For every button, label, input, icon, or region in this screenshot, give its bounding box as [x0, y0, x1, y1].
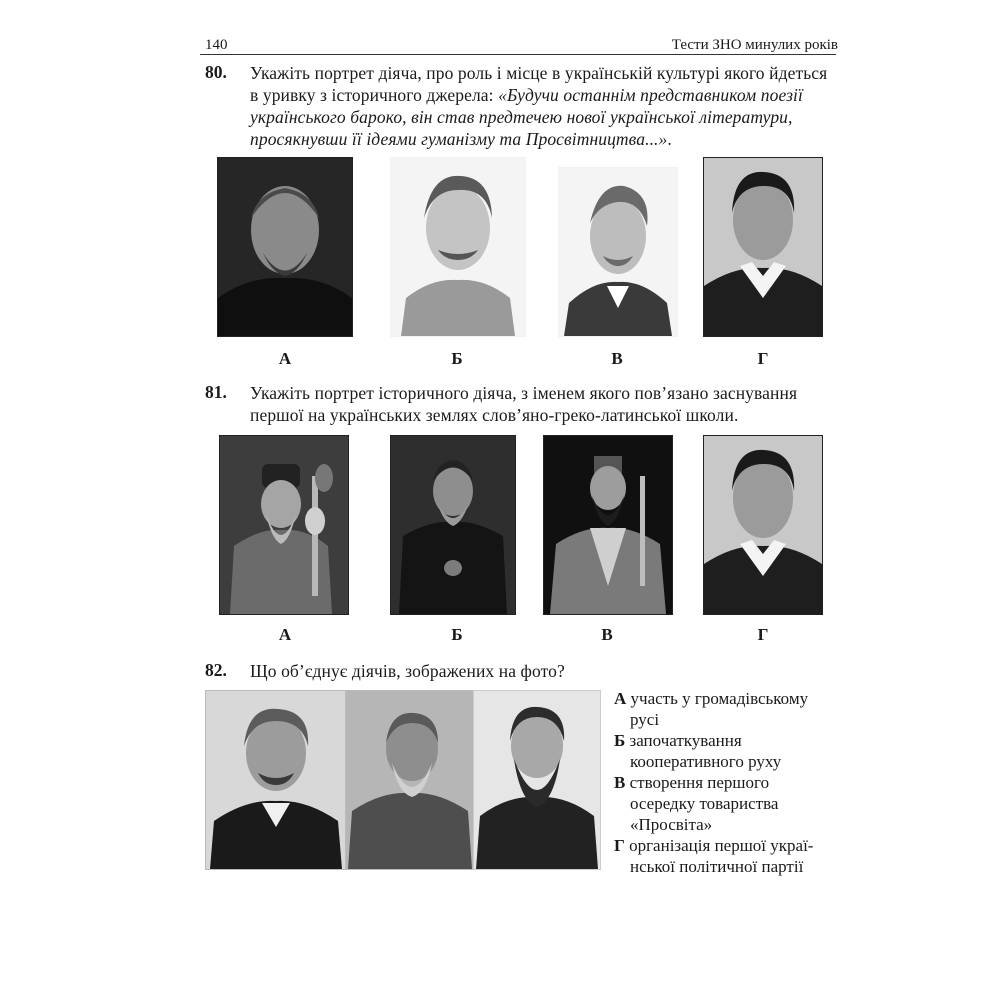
question-80-number: 80.	[205, 62, 227, 82]
q81-portrait-c	[543, 435, 673, 615]
question-80-line-1: Укажіть портрет діяча, про роль і місце в українській культурі якого йдеться	[250, 63, 828, 83]
question-80-line-2: в уривку з історичного джерела: «Будучи останнім представником поезії	[250, 85, 803, 105]
q81-portrait-d	[703, 435, 823, 615]
q80-option-d: Г	[757, 349, 769, 368]
q82-answer-d: Г організація першої украї- нської політичної партії	[614, 836, 814, 876]
q81-portrait-a	[219, 435, 349, 615]
header-rule	[200, 54, 836, 55]
q82-answer-list	[614, 688, 844, 877]
question-80-line-4: просякнувши її ідеями гуманізму та Просвітництва...».	[250, 129, 672, 149]
question-80-text	[250, 62, 840, 150]
q81-option-c: В	[601, 625, 613, 644]
q82-answer-b: Б започаткування кооперативного руху	[614, 731, 782, 771]
q80-option-b: Б	[451, 349, 463, 368]
question-81-line-1: Укажіть портрет історичного діяча, з іменем якого пов’язано заснування	[250, 383, 798, 403]
q82-answer-c: В створення першого осередку товариства «Просвіта»	[614, 773, 779, 834]
page-number: 140	[205, 37, 228, 53]
q82-answer-a: А участь у громадівському русі	[614, 689, 809, 729]
q80-option-a: А	[278, 349, 292, 368]
q80-portrait-a	[217, 157, 353, 337]
q81-portrait-b	[390, 435, 516, 615]
q81-option-a: А	[278, 625, 292, 644]
q82-photo-2	[345, 690, 475, 870]
question-81-text	[250, 382, 840, 426]
question-81-line-2: першої на українських землях слов’яно-греко-латинської школи.	[250, 405, 739, 425]
q81-option-b: Б	[451, 625, 463, 644]
question-81-number: 81.	[205, 382, 227, 402]
q82-photo-3	[473, 690, 601, 870]
q81-option-d: Г	[757, 625, 769, 644]
q80-option-c: В	[611, 349, 623, 368]
q80-portrait-d	[703, 157, 823, 337]
q80-portrait-c	[558, 167, 678, 337]
q82-photo-1	[205, 690, 347, 870]
running-title: Тести ЗНО минулих років	[671, 37, 838, 53]
question-82-number: 82.	[205, 660, 227, 680]
question-82-text: Що об’єднує діячів, зображених на фото?	[250, 661, 565, 681]
question-80-line-3: українського бароко, він став предтечею нової української літератури,	[250, 107, 793, 127]
q80-portrait-b	[390, 157, 526, 337]
